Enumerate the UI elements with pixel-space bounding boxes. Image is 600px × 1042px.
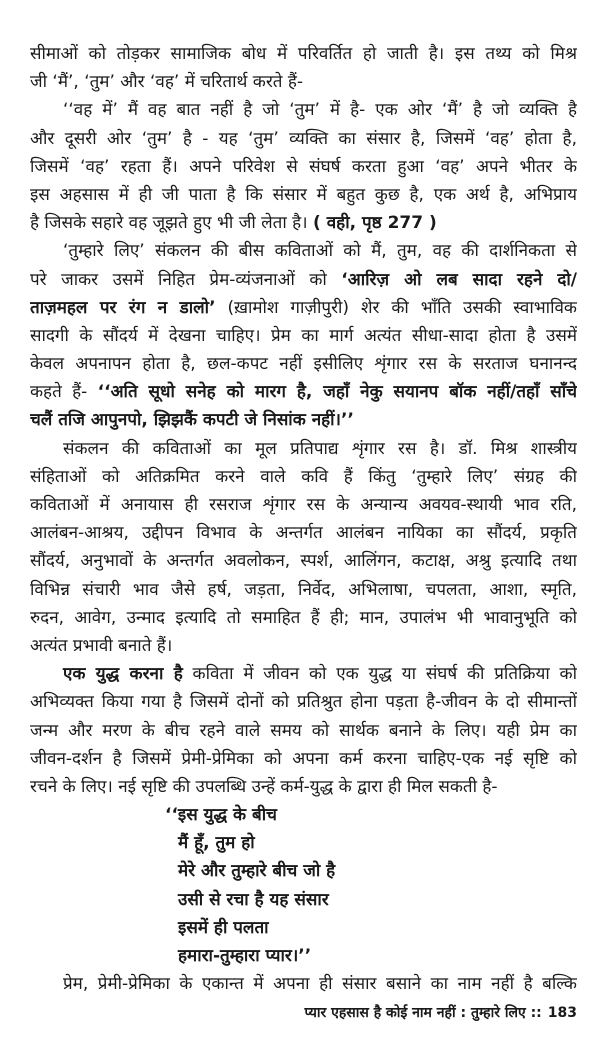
text-line — [30, 209, 577, 237]
running-title: प्यार एहसास है कोई नाम नहीं : तुम्हारे लिए :: — [304, 1005, 542, 1021]
text-line: जीवन-दर्शन है जिसमें प्रेमी-प्रेमिका को अपना कर्म करना चाहिए-एक नई सृष्टि को — [30, 748, 577, 769]
poem-line: उसी से रचा है यह संसार — [178, 889, 329, 910]
text-line: सीमाओं को तोड़कर सामाजिक बोध में परिवर्तित हो जाती है। इस तथ्य को मिश्र — [30, 44, 577, 64]
text-line: ‘तुम्हारे लिए’ संकलन की बीस कविताओं को मैं, तुम, वह की दार्शनिकता से — [63, 241, 577, 262]
text-line: विभिन्न संचारी भाव जैसे हर्ष, जड़ता, निर्वेद, अभिलाषा, चपलता, आशा, स्मृति, — [30, 579, 577, 600]
poem-line: इसमें ही पलता — [178, 917, 269, 938]
bold-quote: ताज़महल पर रंग न डालो’ — [30, 297, 216, 318]
text-segment: कविता में जीवन को एक युद्ध या संघर्ष की प्रतिक्रिया को — [182, 664, 577, 685]
poem-block — [30, 801, 577, 970]
text-line: और दूसरी ओर ‘तुम’ है - यह ‘तुम’ व्यक्ति का संसार है, जिसमें ‘वह’ होता है, — [30, 128, 577, 149]
poem-line: ‘‘इस युद्ध के बीच — [165, 805, 277, 826]
text-line: रचने के लिए। नई सृष्टि की उपलब्धि उन्हें कर्म-युद्ध के द्वारा ही मिल सकती है- — [30, 776, 498, 797]
text-line: जन्म और मरण के बीच रहने वाले समय को सार्थक बनाने के लिए। यही प्रेम का — [30, 720, 577, 741]
text-segment: कहते हैं- — [30, 382, 98, 403]
text-line: कविताओं में अनायास ही रसराज शृंगार रस के अन्यान्य अवयव-स्थायी भाव रति, — [30, 495, 577, 515]
text-line — [30, 266, 577, 294]
page-number: 183 — [547, 1005, 577, 1021]
bold-quote: ‘आरिज़ ओ लब सादा रहने दो/ — [341, 269, 577, 290]
text-line — [30, 294, 577, 322]
poem-line: हमारा-तुम्हारा प्यार।’’ — [178, 946, 312, 966]
text-line: जी ‘मैं’, ‘तुम’ और ‘वह’ में चरितार्थ करते हैं- — [30, 72, 304, 93]
text-line: आलंबन-आश्रय, उद्दीपन विभाव के अन्तर्गत आलंबन नायिका का सौंदर्य, प्रकृति — [30, 523, 577, 544]
text-line: केवल अपनापन होता है, छल-कपट नहीं इसीलिए शृंगार रस के सरताज घनानन्द — [30, 354, 577, 375]
bold-quote: ‘‘अति सूधो सनेह को मारग है, जहाँ नेकु सयानप बॉक नहीं/तहाँ साँचे — [97, 382, 577, 403]
book-page — [30, 40, 577, 998]
text-line: प्रेम, प्रेमी-प्रेमिका के एकान्त में अपना ही संसार बसाने का नाम नहीं है बल्कि — [63, 974, 577, 995]
text-line — [30, 378, 577, 406]
text-line: सादगी के सौंदर्य में देखना चाहिए। प्रेम का मार्ग अत्यंत सीधा-सादा होता है उसमें — [30, 325, 577, 346]
poem-title: एक युद्ध करना है — [63, 664, 183, 685]
text-line: ‘‘वह में’ मैं वह बात नहीं है जो ‘तुम’ में है- एक ओर ‘मैं’ है जो व्यक्ति है — [63, 100, 577, 121]
text-segment: है जिसके सहारे वह जूझते हुए भी जी लेता है। — [30, 213, 314, 234]
bold-quote: चलैं तजि आपुनपो, झिझकैं कपटी जे निसांक नहीं।’’ — [30, 410, 354, 431]
text-line — [30, 406, 577, 434]
text-line: जिसमें ‘वह’ रहता हैं। अपने परिवेश से संघर्ष करता हुआ ‘वह’ अपने भीतर के — [30, 156, 577, 177]
page-footer — [305, 1000, 577, 1026]
text-segment: (ख़ामोश गाज़ीपुरी) शेर की भाँति उसकी स्वाभाविक — [215, 297, 577, 318]
citation: ( वही, पृष्ठ 277 ) — [313, 213, 437, 234]
text-line: रुदन, आवेग, उन्माद इत्यादि तो समाहित हैं ही; मान, उपालंभ भी भावानुभूति को — [30, 607, 577, 628]
text-line — [30, 660, 577, 688]
text-segment: परे जाकर उसमें निहित प्रेम-व्यंजनाओं को — [30, 269, 342, 290]
text-line: संकलन की कविताओं का मूल प्रतिपाद्य शृंगार रस है। डॉ. मिश्र शास्त्रीय — [63, 438, 577, 459]
text-line: इस अहसास में ही जी पाता है कि संसार में बहुत कुछ है, एक अर्थ है, अभिप्राय — [30, 184, 577, 205]
text-line: सौंदर्य, अनुभावों के अन्तर्गत अवलोकन, स्पर्श, आलिंगन, कटाक्ष, अश्रु इत्यादि तथा — [30, 551, 577, 572]
text-line: अत्यंत प्रभावी बनाते हैं। — [30, 635, 173, 656]
text-line: अभिव्यक्त किया गया है जिसमें दोनों को प्रतिश्रुत होना पड़ता है-जीवन के दो सीमान्तों — [30, 692, 577, 713]
text-line: संहिताओं को अतिक्रमित करने वाले कवि हैं किंतु ‘तुम्हारे लिए’ संग्रह की — [30, 466, 577, 487]
poem-line: मैं हूँ, तुम हो — [178, 833, 255, 854]
poem-line: मेरे और तुम्हारे बीच जो है — [178, 861, 336, 882]
